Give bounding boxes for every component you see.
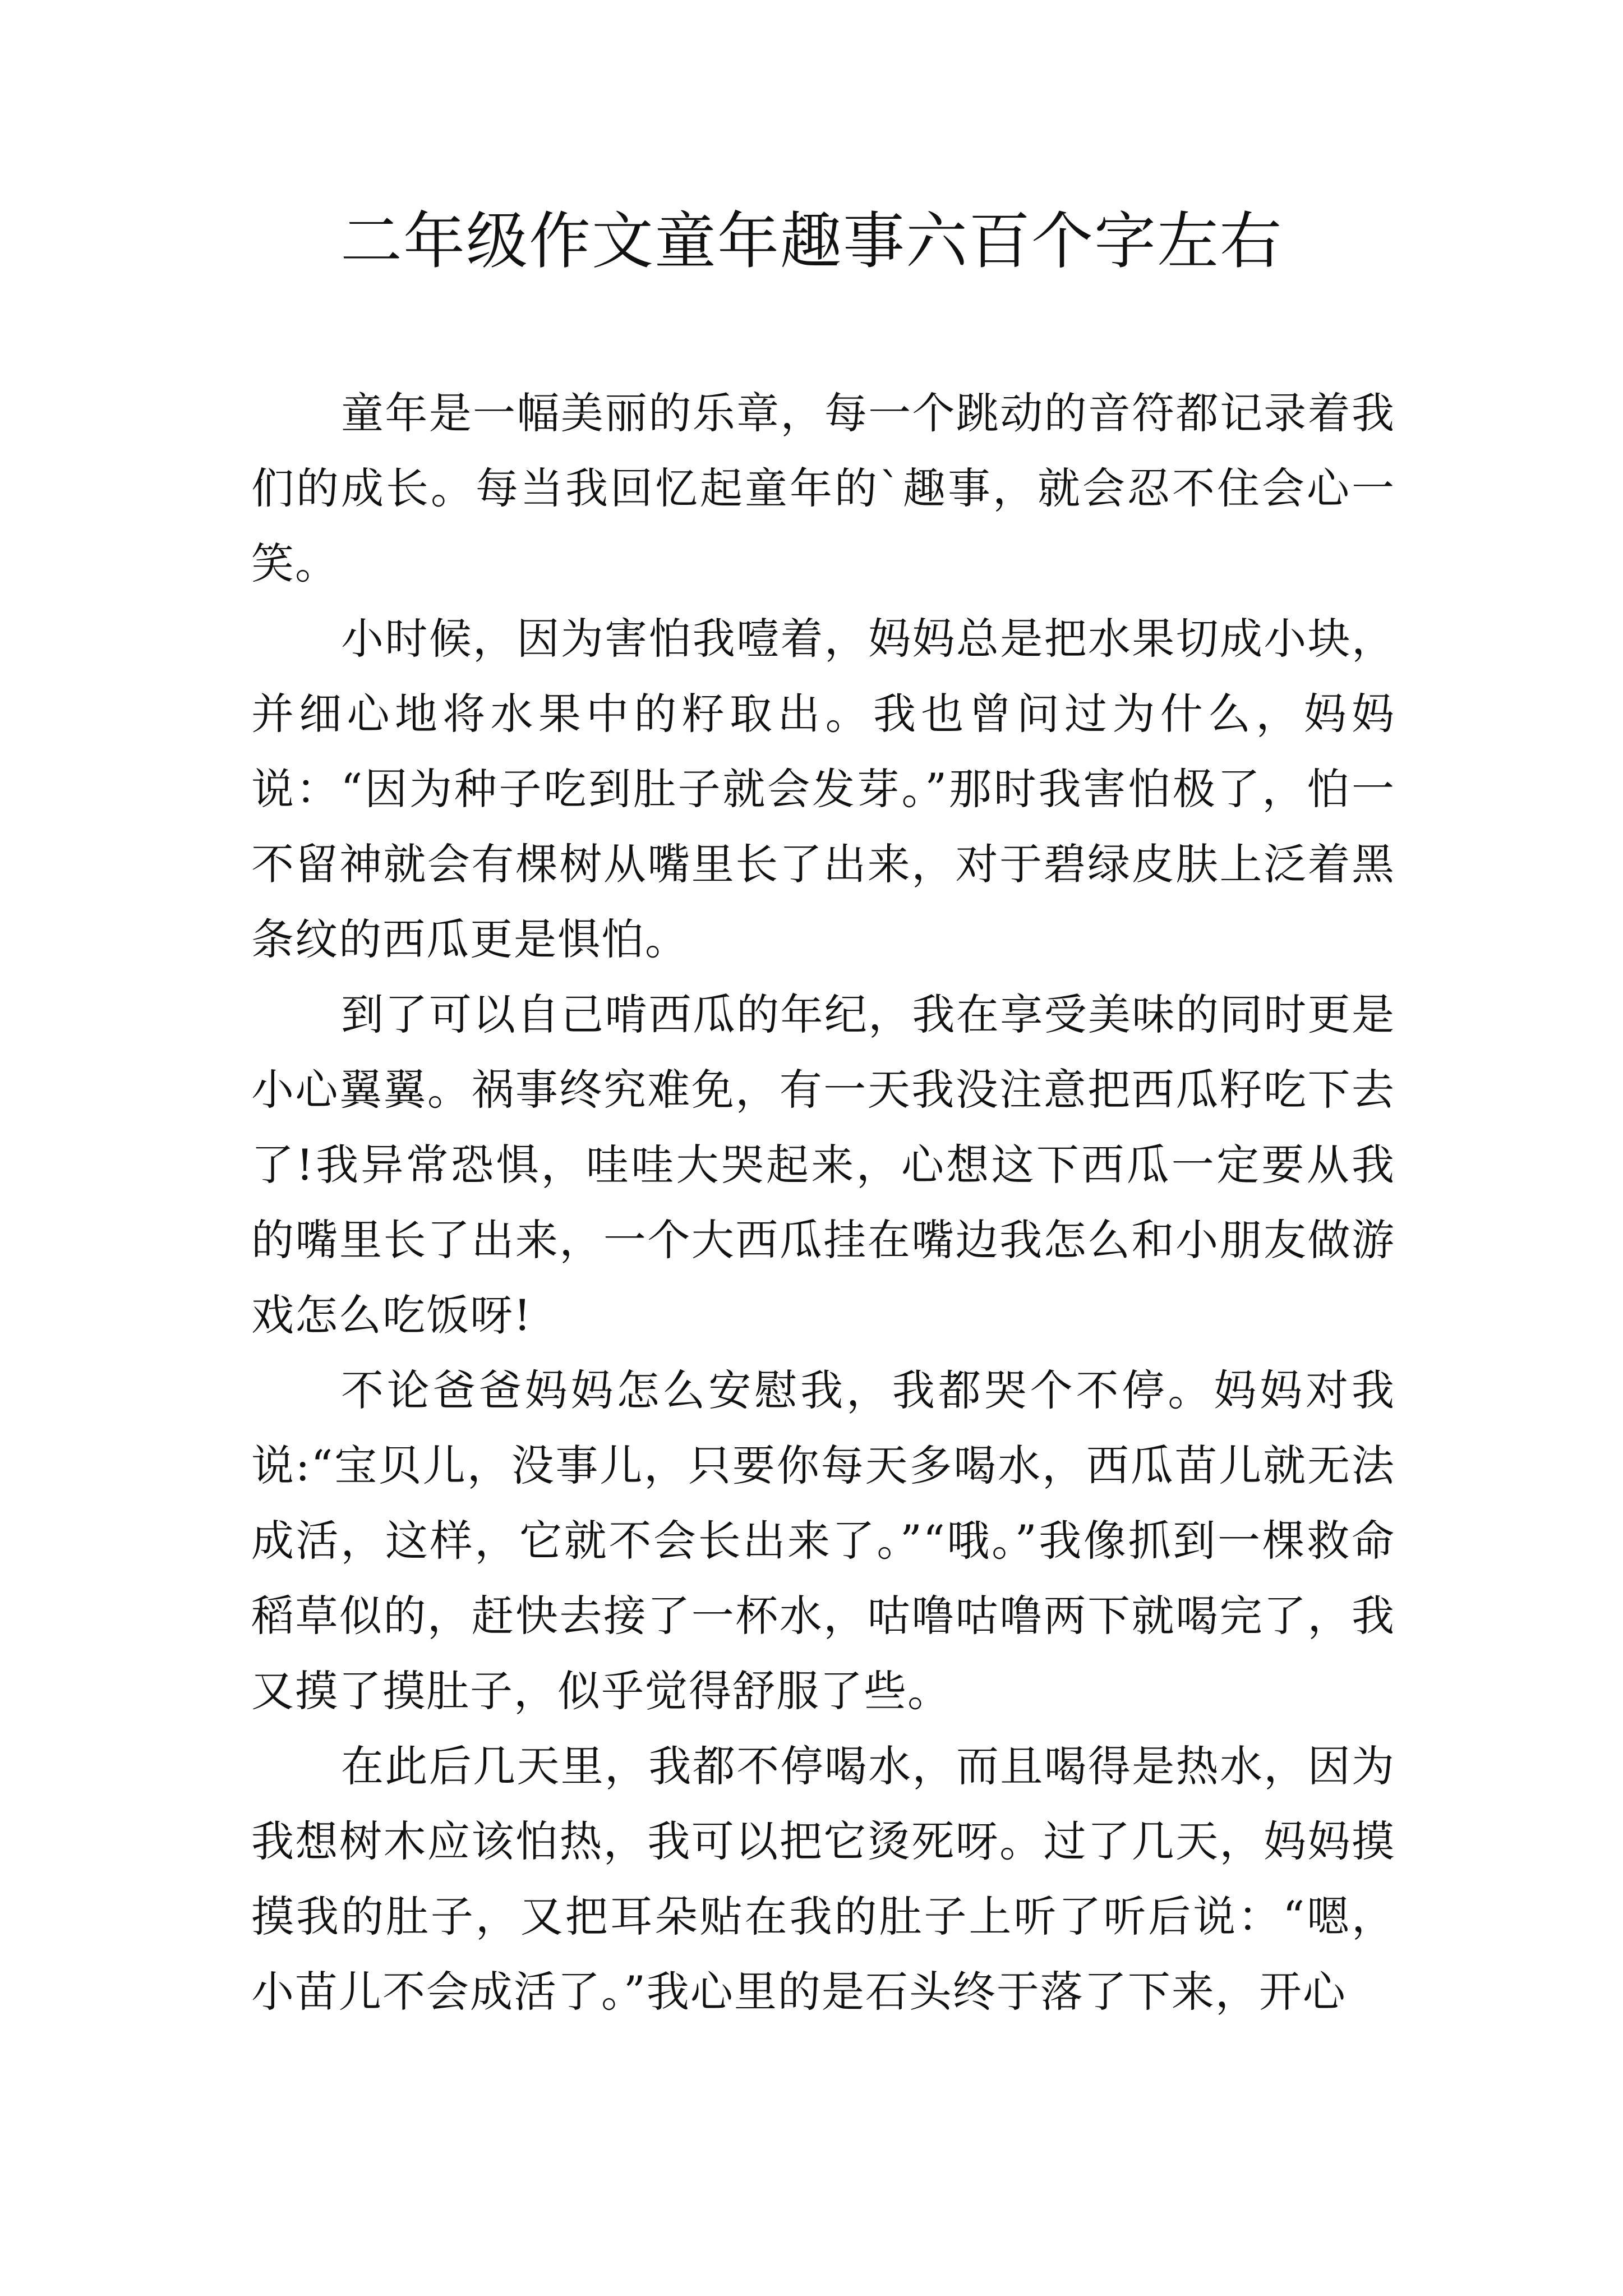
paragraph-1: 童年是一幅美丽的乐章，每一个跳动的音符都记录着我们的成长。每当我回忆起童年的`趣事，就会忍不住会心一笑。 [251, 388, 1395, 588]
paragraph-3: 到了可以自己啃西瓜的年纪，我在享受美味的同时更是小心翼翼。祸事终究难免，有一天我没注意把西瓜籽吃下去了!我异常恐惧，哇哇大哭起来，心想这下西瓜一定要从我的嘴里长了出来，一个大西瓜挂在嘴边我怎么和小朋友做游戏怎么吃饭呀! [251, 990, 1395, 1340]
paragraph-5: 在此后几天里，我都不停喝水，而且喝得是热水，因为我想树木应该怕热，我可以把它烫死呀。过了几天，妈妈摸摸我的肚子，又把耳朵贴在我的肚子上听了听后说：“嗯，小苗儿不会成活了。”我心里的是石头终于落了下来，开心 [251, 1741, 1395, 2017]
document-body [251, 376, 1395, 2030]
paragraph-2: 小时候，因为害怕我噎着，妈妈总是把水果切成小块，并细心地将水果中的籽取出。我也曾问过为什么，妈妈说：“因为种子吃到肚子就会发芽。”那时我害怕极了，怕一不留神就会有棵树从嘴里长了出来，对于碧绿皮肤上泛着黑条纹的西瓜更是惧怕。 [251, 614, 1395, 964]
paragraph-4: 不论爸爸妈妈怎么安慰我，我都哭个不停。妈妈对我说:“宝贝儿，没事儿，只要你每天多喝水，西瓜苗儿就无法成活，这样，它就不会长出来了。”“哦。”我像抓到一棵救命稻草似的，赶快去接了一杯水，咕噜咕噜两下就喝完了，我又摸了摸肚子，似乎觉得舒服了些。 [251, 1365, 1395, 1716]
document-title: 二年级作文童年趣事六百个字左右 [340, 205, 1283, 277]
